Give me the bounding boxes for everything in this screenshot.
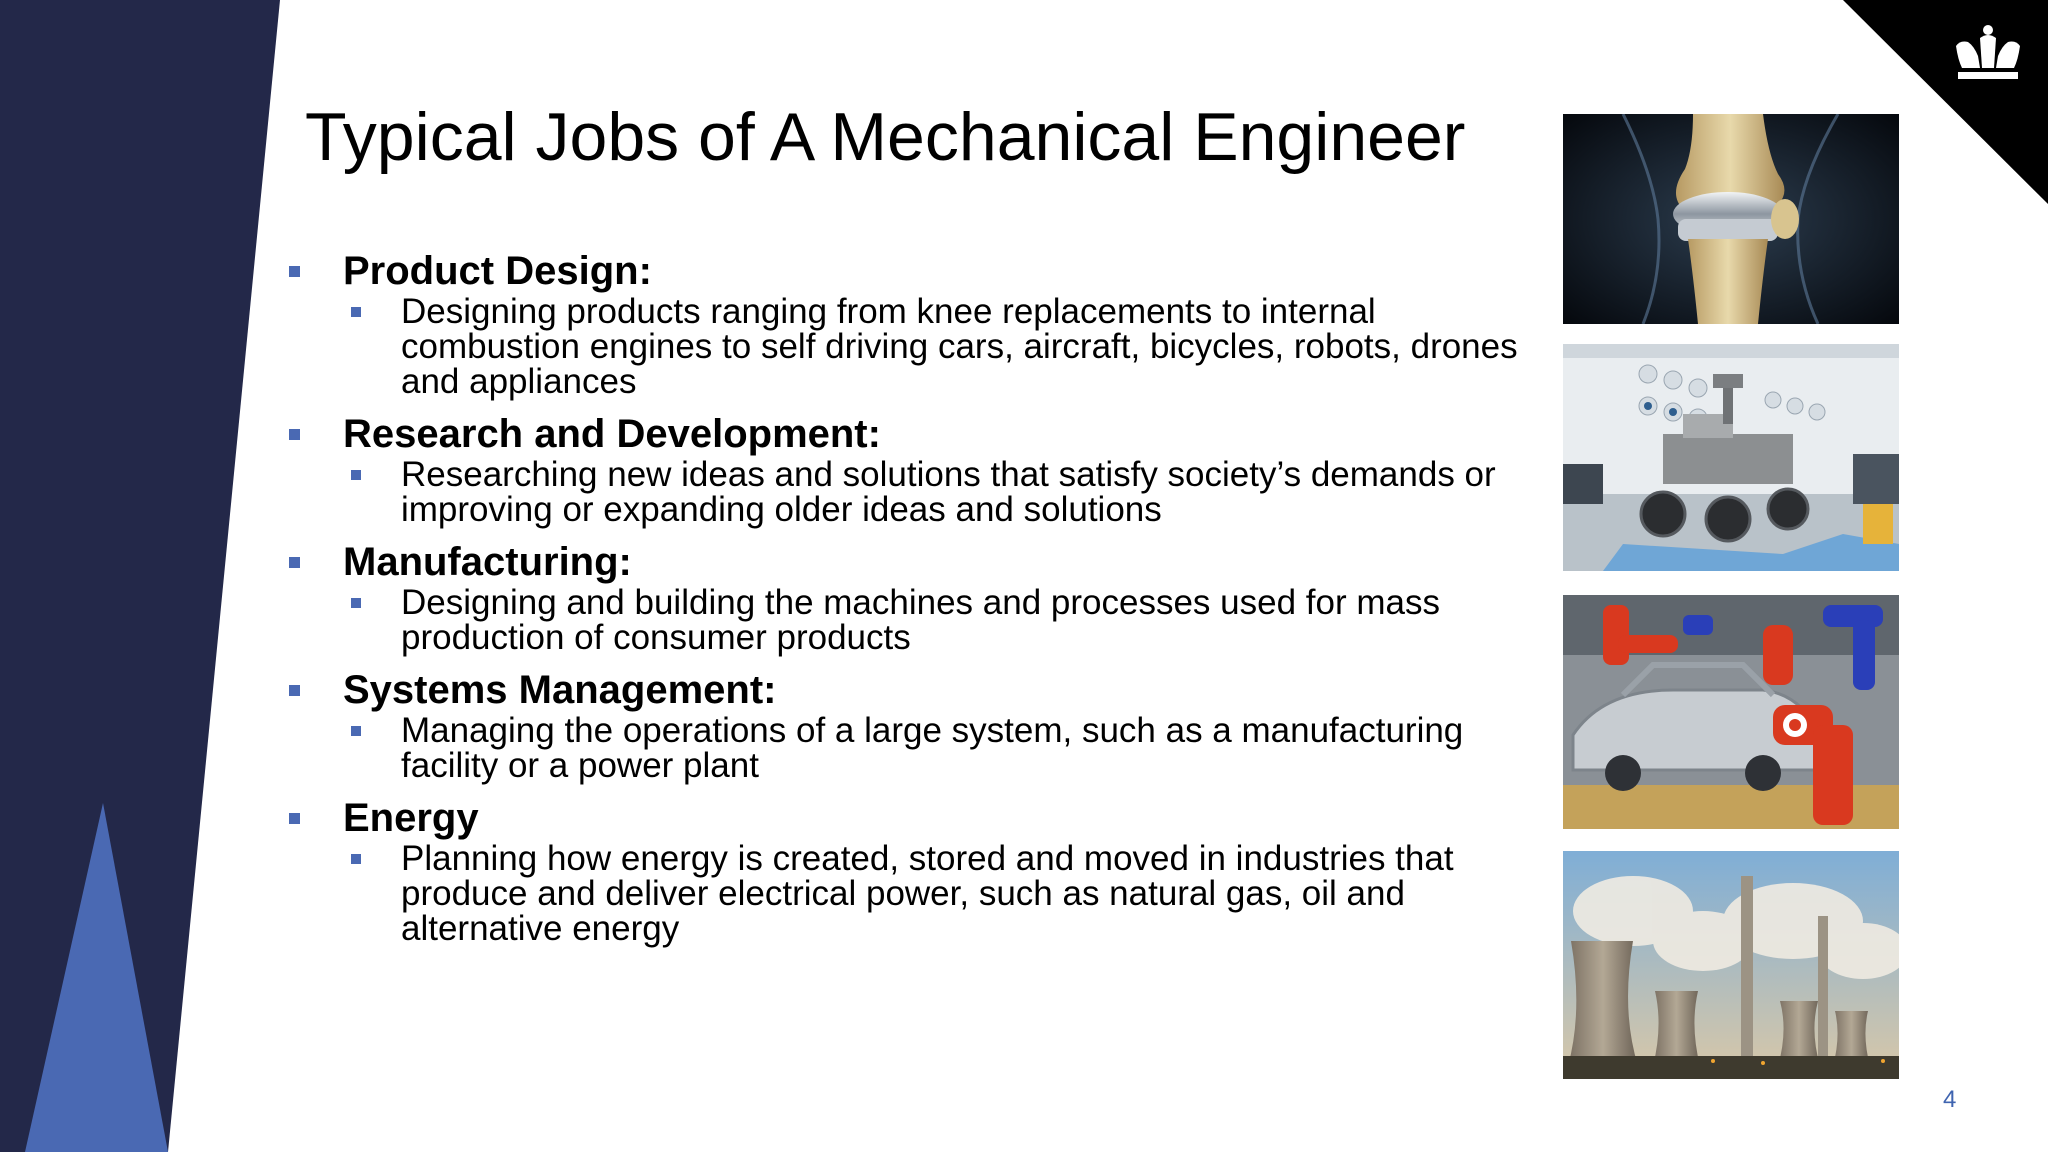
heading-text: Energy [343, 796, 479, 840]
left-decoration [0, 0, 300, 1152]
detail-text: Designing products ranging from knee replacements to internal combustion engines to self driving cars, aircraft, bicycles, robots, drones and appliances [401, 292, 1518, 401]
square-bullet-icon [289, 557, 300, 568]
square-bullet-icon [289, 685, 300, 696]
detail-text: Researching new ideas and solutions that satisfy society’s demands or improving or expanding older ideas and solutions [401, 455, 1496, 529]
item-heading [285, 667, 1550, 713]
slide-title: Typical Jobs of A Mechanical Engineer [305, 99, 1466, 175]
square-bullet-icon [351, 854, 361, 864]
car-assembly-robots-image [1563, 595, 1899, 829]
detail-text: Managing the operations of a large system, such as a manufacturing facility or a power plant [401, 711, 1464, 785]
heading-text: Systems Management: [343, 668, 777, 712]
square-bullet-icon [351, 470, 361, 480]
list-item [285, 667, 1550, 783]
item-heading [285, 795, 1550, 841]
item-detail [343, 457, 1550, 527]
job-list [285, 248, 1550, 958]
list-item [285, 248, 1550, 399]
square-bullet-icon [289, 266, 300, 277]
square-bullet-icon [351, 307, 361, 317]
cooling-towers-image [1563, 851, 1899, 1079]
item-detail [343, 841, 1550, 946]
crown-icon [1948, 20, 2028, 84]
square-bullet-icon [289, 429, 300, 440]
item-detail [343, 585, 1550, 655]
item-detail [343, 294, 1550, 399]
detail-text: Planning how energy is created, stored and moved in industries that produce and deliver electrical power, such as natural gas, oil and alternative energy [401, 839, 1454, 948]
list-item [285, 411, 1550, 527]
heading-text: Research and Development: [343, 412, 881, 456]
item-detail [343, 713, 1550, 783]
square-bullet-icon [351, 598, 361, 608]
item-heading [285, 248, 1550, 294]
item-heading [285, 539, 1550, 585]
navy-band [0, 0, 280, 1152]
heading-text: Product Design: [343, 249, 652, 293]
item-heading [285, 411, 1550, 457]
page-number: 4 [1943, 1086, 1957, 1113]
detail-text: Designing and building the machines and processes used for mass production of consumer products [401, 583, 1440, 657]
knee-replacement-image [1563, 114, 1899, 324]
list-item [285, 539, 1550, 655]
rover-lab-image [1563, 344, 1899, 571]
heading-text: Manufacturing: [343, 540, 632, 584]
square-bullet-icon [351, 726, 361, 736]
square-bullet-icon [289, 813, 300, 824]
list-item [285, 795, 1550, 946]
